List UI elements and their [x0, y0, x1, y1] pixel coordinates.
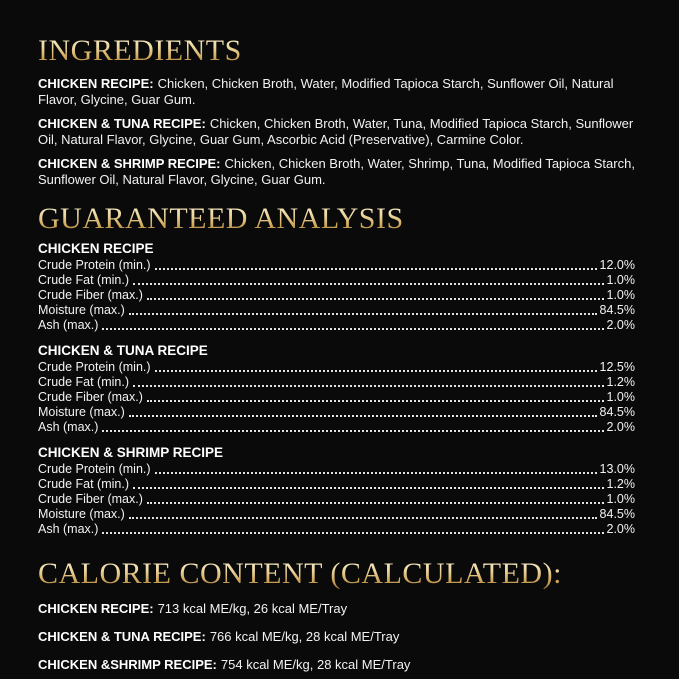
recipe-name-label: CHICKEN RECIPE: [38, 76, 154, 91]
analysis-row [38, 405, 635, 420]
analysis-row-value: 2.0% [606, 420, 635, 434]
analysis-row-value: 12.0% [599, 258, 635, 272]
dotted-leader [133, 487, 604, 489]
ingredient-list-text: Chicken, Chicken Broth, Water, Modified Tapioca Starch, Sunflower Oil, Natural Flavor, Glycine, Guar Gum. [38, 76, 614, 107]
analysis-recipe-name: CHICKEN & SHRIMP RECIPE [38, 445, 224, 460]
calorie-value-text: 766 kcal ME/kg, 28 kcal ME/Tray [209, 629, 400, 644]
analysis-row-label: Crude Fiber (max.) [38, 390, 143, 404]
analysis-table-chicken [38, 241, 635, 333]
analysis-row [38, 360, 635, 375]
calorie-line-chicken-shrimp [38, 657, 635, 672]
dotted-leader [155, 370, 597, 372]
dotted-leader [155, 268, 597, 270]
analysis-row-label: Crude Fat (min.) [38, 477, 129, 491]
analysis-row-label: Moisture (max.) [38, 303, 125, 317]
analysis-row-value: 2.0% [606, 522, 635, 536]
analysis-row-label: Crude Protein (min.) [38, 360, 151, 374]
analysis-row-label: Crude Fiber (max.) [38, 492, 143, 506]
dotted-leader [147, 502, 604, 504]
analysis-row-label: Crude Fiber (max.) [38, 288, 143, 302]
recipe-name-label: CHICKEN & TUNA RECIPE: [38, 629, 206, 644]
analysis-row-value: 1.0% [606, 492, 635, 506]
analysis-recipe-name: CHICKEN RECIPE [38, 241, 154, 256]
ingredient-paragraph-chicken-tuna [38, 116, 635, 148]
analysis-row-label: Crude Protein (min.) [38, 258, 151, 272]
dotted-leader [133, 385, 604, 387]
analysis-row-label: Ash (max.) [38, 420, 99, 434]
calorie-line-chicken-tuna [38, 629, 635, 644]
guaranteed-analysis-title: GUARANTEED ANALYSIS [38, 204, 635, 234]
analysis-row [38, 303, 635, 318]
analysis-row [38, 390, 635, 405]
analysis-row-label: Moisture (max.) [38, 405, 125, 419]
analysis-row [38, 258, 635, 273]
analysis-row-value: 1.2% [606, 477, 635, 491]
analysis-row-label: Ash (max.) [38, 318, 99, 332]
analysis-row-label: Ash (max.) [38, 522, 99, 536]
analysis-row [38, 477, 635, 492]
dotted-leader [155, 472, 597, 474]
ingredients-section [38, 36, 635, 188]
analysis-row [38, 375, 635, 390]
ingredient-paragraph-chicken-shrimp [38, 156, 635, 188]
recipe-name-label: CHICKEN RECIPE: [38, 601, 154, 616]
calorie-value-text: 713 kcal ME/kg, 26 kcal ME/Tray [157, 601, 348, 616]
analysis-row [38, 273, 635, 288]
dotted-leader [129, 313, 597, 315]
analysis-row [38, 492, 635, 507]
analysis-row [38, 318, 635, 333]
recipe-name-label: CHICKEN & TUNA RECIPE: [38, 116, 206, 131]
analysis-table-chicken-tuna [38, 343, 635, 435]
analysis-row-value: 12.5% [599, 360, 635, 374]
ingredient-list-text: Chicken, Chicken Broth, Water, Tuna, Modified Tapioca Starch, Sunflower Oil, Natural Flavor, Glycine, Guar Gum, Ascorbic Acid (Preservative), Carmine Color. [38, 116, 634, 147]
dotted-leader [133, 283, 604, 285]
ingredient-paragraph-chicken [38, 76, 635, 108]
analysis-row-value: 84.5% [599, 507, 635, 521]
analysis-row [38, 522, 635, 537]
analysis-row [38, 507, 635, 522]
guaranteed-analysis-section [38, 204, 635, 537]
dotted-leader [102, 328, 603, 330]
dotted-leader [102, 430, 603, 432]
analysis-row-value: 13.0% [599, 462, 635, 476]
analysis-row [38, 288, 635, 303]
calorie-line-chicken [38, 601, 635, 616]
analysis-row-label: Crude Fat (min.) [38, 273, 129, 287]
analysis-recipe-name: CHICKEN & TUNA RECIPE [38, 343, 208, 358]
analysis-row [38, 420, 635, 435]
analysis-row-label: Crude Fat (min.) [38, 375, 129, 389]
calorie-content-title: CALORIE CONTENT (CALCULATED): [38, 559, 635, 589]
analysis-table-chicken-shrimp [38, 445, 635, 537]
ingredients-title: INGREDIENTS [38, 36, 635, 66]
analysis-row-label: Moisture (max.) [38, 507, 125, 521]
analysis-row-value: 84.5% [599, 303, 635, 317]
recipe-name-label: CHICKEN & SHRIMP RECIPE: [38, 156, 221, 171]
dotted-leader [129, 517, 597, 519]
calorie-content-section [38, 559, 635, 672]
calorie-value-text: 754 kcal ME/kg, 28 kcal ME/Tray [220, 657, 411, 672]
analysis-row-label: Crude Protein (min.) [38, 462, 151, 476]
analysis-row-value: 1.2% [606, 375, 635, 389]
recipe-name-label: CHICKEN &SHRIMP RECIPE: [38, 657, 217, 672]
dotted-leader [102, 532, 603, 534]
analysis-row-value: 2.0% [606, 318, 635, 332]
analysis-row-value: 1.0% [606, 273, 635, 287]
dotted-leader [147, 400, 604, 402]
analysis-row-value: 1.0% [606, 288, 635, 302]
analysis-row-value: 84.5% [599, 405, 635, 419]
analysis-row [38, 462, 635, 477]
ingredient-list-text: Chicken, Chicken Broth, Water, Shrimp, Tuna, Modified Tapioca Starch, Sunflower Oil, Natural Flavor, Glycine, Guar Gum. [38, 156, 635, 187]
dotted-leader [147, 298, 604, 300]
dotted-leader [129, 415, 597, 417]
analysis-row-value: 1.0% [606, 390, 635, 404]
